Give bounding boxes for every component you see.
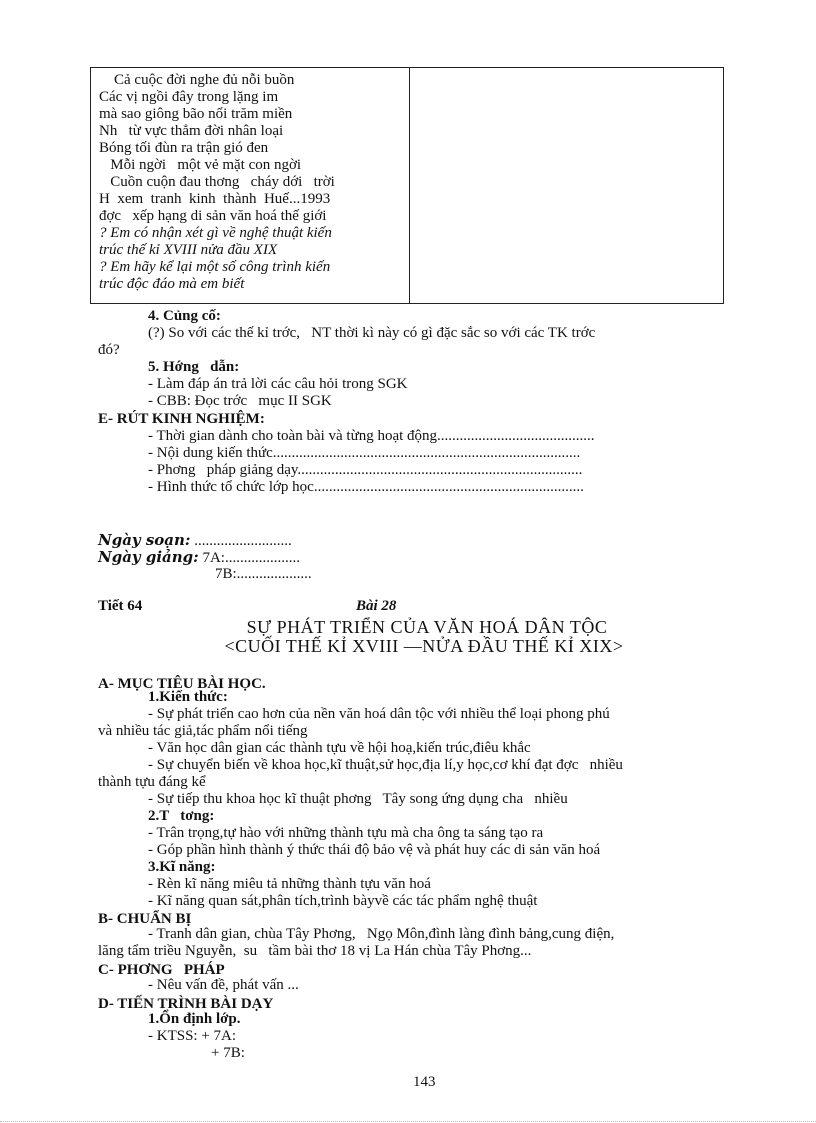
kienthuc-line: - Văn học dân gian các thành tựu về hội hoạ,kiến trúc,điêu khắc bbox=[148, 740, 531, 756]
text-line: H xem tranh kinh thành Huế...1993 bbox=[99, 191, 331, 207]
poem-line: Nh từ vực thẳm đời nhân loại bbox=[99, 123, 284, 139]
phuongphap-heading: C- PHƠNG PHÁP bbox=[98, 962, 225, 978]
page-bottom-divider bbox=[0, 1121, 816, 1122]
phuongphap-line: - Nêu vấn đề, phát vấn ... bbox=[148, 977, 299, 993]
huongdan-heading: 5. Hớng dẫn: bbox=[148, 359, 240, 375]
chuanbi-line: lăng tẩm triều Nguyễn, su tầm bài thơ 18 vị La Hán chùa Tây Phơng... bbox=[98, 943, 532, 959]
page-number: 143 bbox=[413, 1074, 436, 1090]
poem-line: Các vị ngồi đây trong lặng im bbox=[99, 89, 279, 105]
question-line: ? Em hãy kể lại một số công trình kiến bbox=[99, 259, 331, 275]
kienthuc-line: - Sự tiếp thu khoa học kĩ thuật phơng Tây song ứng dụng cha nhiều bbox=[148, 791, 568, 807]
lesson-subtitle: <CUỐI THẾ KỈ XVIII —NỬA ĐẦU THẾ KỈ XIX> bbox=[224, 636, 624, 656]
ngay-giang-7b: 7B:.................... bbox=[215, 566, 312, 582]
tiet-label: Tiết 64 bbox=[98, 598, 143, 614]
kinang-line: - Rèn kĩ năng miêu tả những thành tựu văn hoá bbox=[148, 876, 431, 892]
lesson-title: SỰ PHÁT TRIỂN CỦA VĂN HOÁ DÂN TỘC bbox=[246, 617, 608, 637]
tutuong-line: - Góp phần hình thành ý thức thái độ bảo vệ và phát huy các di sản văn hoá bbox=[148, 842, 601, 858]
ktss-line: + 7B: bbox=[211, 1045, 245, 1061]
bai-label: Bài 28 bbox=[356, 598, 397, 614]
content-table bbox=[90, 67, 724, 304]
text-line: đợc xếp hạng di sản văn hoá thế giới bbox=[99, 208, 327, 224]
ngay-soan-label: Ngày soạn: bbox=[98, 531, 191, 549]
rkn-item: - Thời gian dành cho toàn bài và từng hoạt động.......................................... bbox=[148, 428, 595, 444]
kinang-heading: 3.Kĩ năng: bbox=[148, 859, 216, 875]
cungco-heading: 4. Củng cố: bbox=[148, 308, 221, 324]
kienthuc-line: - Sự phát triển cao hơn của nền văn hoá dân tộc với nhiều thể loại phong phú bbox=[148, 706, 610, 722]
poem-line: Mỗi ngời một vẻ mặt con ngời bbox=[99, 157, 302, 173]
kienthuc-line: thành tựu đáng kể bbox=[98, 774, 206, 790]
rkn-heading: E- RÚT KINH NGHIỆM: bbox=[98, 411, 265, 427]
question-line: trúc thế kỉ XVIII nửa đầu XIX bbox=[99, 242, 278, 258]
kienthuc-heading: 1.Kiến thức: bbox=[148, 689, 228, 705]
poem-line: Bóng tối đùn ra trận gió đen bbox=[99, 140, 269, 156]
kienthuc-line: và nhiều tác giả,tác phẩm nổi tiếng bbox=[98, 723, 308, 739]
ngay-giang-label: Ngày giảng: bbox=[98, 548, 199, 566]
chuanbi-line: - Tranh dân gian, chùa Tây Phơng, Ngọ Môn,đình làng đình bảng,cung điện, bbox=[148, 926, 615, 942]
kienthuc-line: - Sự chuyển biến về khoa học,kĩ thuật,sử học,địa lí,y học,cơ khí đạt đợc nhiều bbox=[148, 757, 623, 773]
ktss-line: - KTSS: + 7A: bbox=[148, 1028, 237, 1044]
ngay-soan-value: .......................... bbox=[194, 533, 292, 549]
ngay-giang-7a: 7A:.................... bbox=[202, 550, 300, 566]
cungco-line: (?) So với các thế kỉ trớc, NT thời kì này có gì đặc sắc so với các TK trớc bbox=[148, 325, 596, 341]
poem-line: Cả cuộc đời nghe đủ nỗi buồn bbox=[99, 72, 295, 88]
poem-line: mà sao giông bão nổi trăm miền bbox=[99, 106, 293, 122]
kinang-line: - Kĩ năng quan sát,phân tích,trình bàyvề các tác phẩm nghệ thuật bbox=[148, 893, 538, 909]
huongdan-item: - Làm đáp án trả lời các câu hỏi trong SGK bbox=[148, 376, 408, 392]
rkn-item: - Phơng pháp giảng dạy............................................................................ bbox=[148, 462, 583, 478]
ondinh-heading: 1.Ổn định lớp. bbox=[148, 1011, 241, 1027]
ngay-giang bbox=[98, 549, 300, 567]
rkn-item: - Nội dung kiến thức.................................................................................. bbox=[148, 445, 581, 461]
question-line: ? Em có nhận xét gì về nghệ thuật kiến bbox=[99, 225, 332, 241]
tutuong-heading: 2.T tơng: bbox=[148, 808, 215, 824]
poem-line: Cuồn cuộn đau thơng cháy dới trời bbox=[99, 174, 335, 190]
table-left-cell bbox=[99, 72, 404, 293]
rkn-item: - Hình thức tổ chức lớp học........................................................................ bbox=[148, 479, 584, 495]
muctieu-heading: A- MỤC TIÊU BÀI HỌC. bbox=[98, 676, 266, 692]
huongdan-item: - CBB: Đọc trớc mục II SGK bbox=[148, 393, 332, 409]
chuanbi-heading: B- CHUẨN BỊ bbox=[98, 911, 192, 927]
tientrinh-heading: D- TIẾN TRÌNH BÀI DẠY bbox=[98, 996, 274, 1012]
question-line: trúc độc đáo mà em biết bbox=[99, 276, 245, 292]
tutuong-line: - Trân trọng,tự hào với những thành tựu mà cha ông ta sáng tạo ra bbox=[148, 825, 544, 841]
cungco-line: đó? bbox=[98, 342, 120, 358]
table-column-divider bbox=[409, 68, 410, 303]
